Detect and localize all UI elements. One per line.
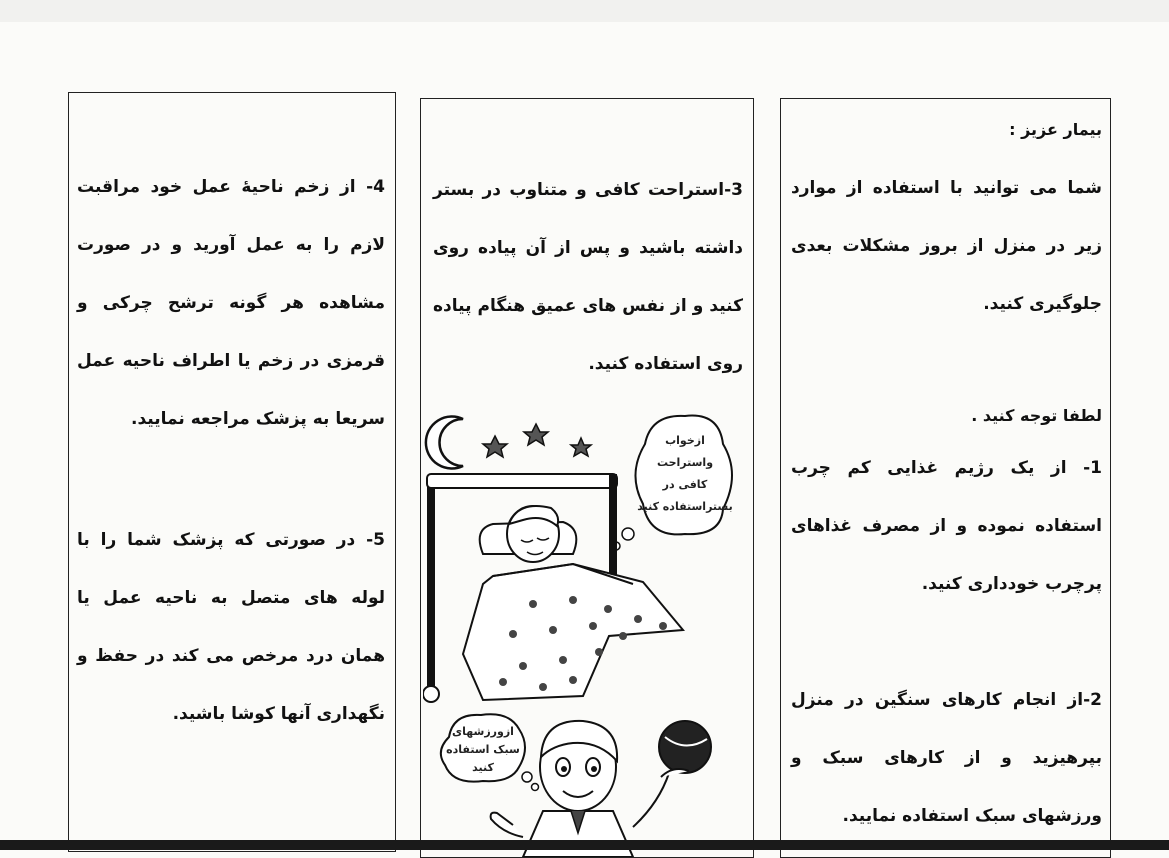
intro-paragraph: شما می توانید با استفاده از موارد زیر در منزل از بروز مشکلات بعدی جلوگیری کنید. — [791, 178, 1102, 314]
thought-bubble-rest — [612, 416, 733, 550]
instruction-item-3: 3-استراحت کافی و متناوب در بستر داشته باشید و پس از آن پیاده روی کنید و از نفس های عمیق هنگام پیاده روی استفاده کنید. — [433, 180, 743, 374]
star-icon — [571, 438, 591, 456]
moon-icon — [426, 417, 463, 469]
scan-bottom-edge — [0, 840, 1169, 850]
star-icon — [483, 436, 507, 457]
resting-in-bed-illustration — [423, 404, 751, 714]
bubble-line: ازورزشهای — [452, 725, 514, 738]
instruction-item-4: 4- از زخم ناحیۀ عمل خود مراقبت لازم را به عمل آورید و در صورت مشاهده هر گونه ترشح چرکی و قرمزی در زخم یا اطراف ناحیه عمل سریعا به پزشک مراجعه نمایید. — [77, 177, 385, 429]
panel-left — [68, 92, 396, 852]
thought-bubble-exercise — [441, 714, 539, 790]
instruction-item-1: 1- از یک رژیم غذایی کم چرب استفاده نموده و از مصرف غذاهای پرچرب خودداری کنید. — [791, 458, 1102, 594]
panel-middle — [420, 98, 754, 858]
scan-top-margin — [0, 0, 1169, 22]
panel-right — [780, 98, 1111, 858]
instruction-item-5: 5- در صورتی که پزشک شما را با لوله های متصل به ناحیه عمل یا همان درد مرخص می کند در حفظ و نگهداری آنها کوشا باشید. — [77, 530, 385, 724]
bubble-line: بستراستفاده کنید — [637, 500, 733, 513]
greeting-heading: بیمار عزیز : — [1009, 120, 1102, 139]
instruction-item-2: 2-از انجام کارهای سنگین در منزل بپرهیزید و از کارهای سبک و ورزشهای سبک استفاده نمایید. — [791, 690, 1102, 826]
star-icon — [524, 424, 548, 445]
bubble-line: کنید — [472, 761, 494, 774]
bubble-line: کافی در — [662, 478, 708, 491]
attention-note: لطفا توجه کنید . — [971, 406, 1102, 425]
boy-exercising-illustration — [423, 707, 751, 857]
bubble-line: ازخواب — [665, 434, 705, 447]
bubble-line: واستراحت — [656, 456, 714, 469]
bubble-line: سبک استفاده — [446, 743, 520, 756]
